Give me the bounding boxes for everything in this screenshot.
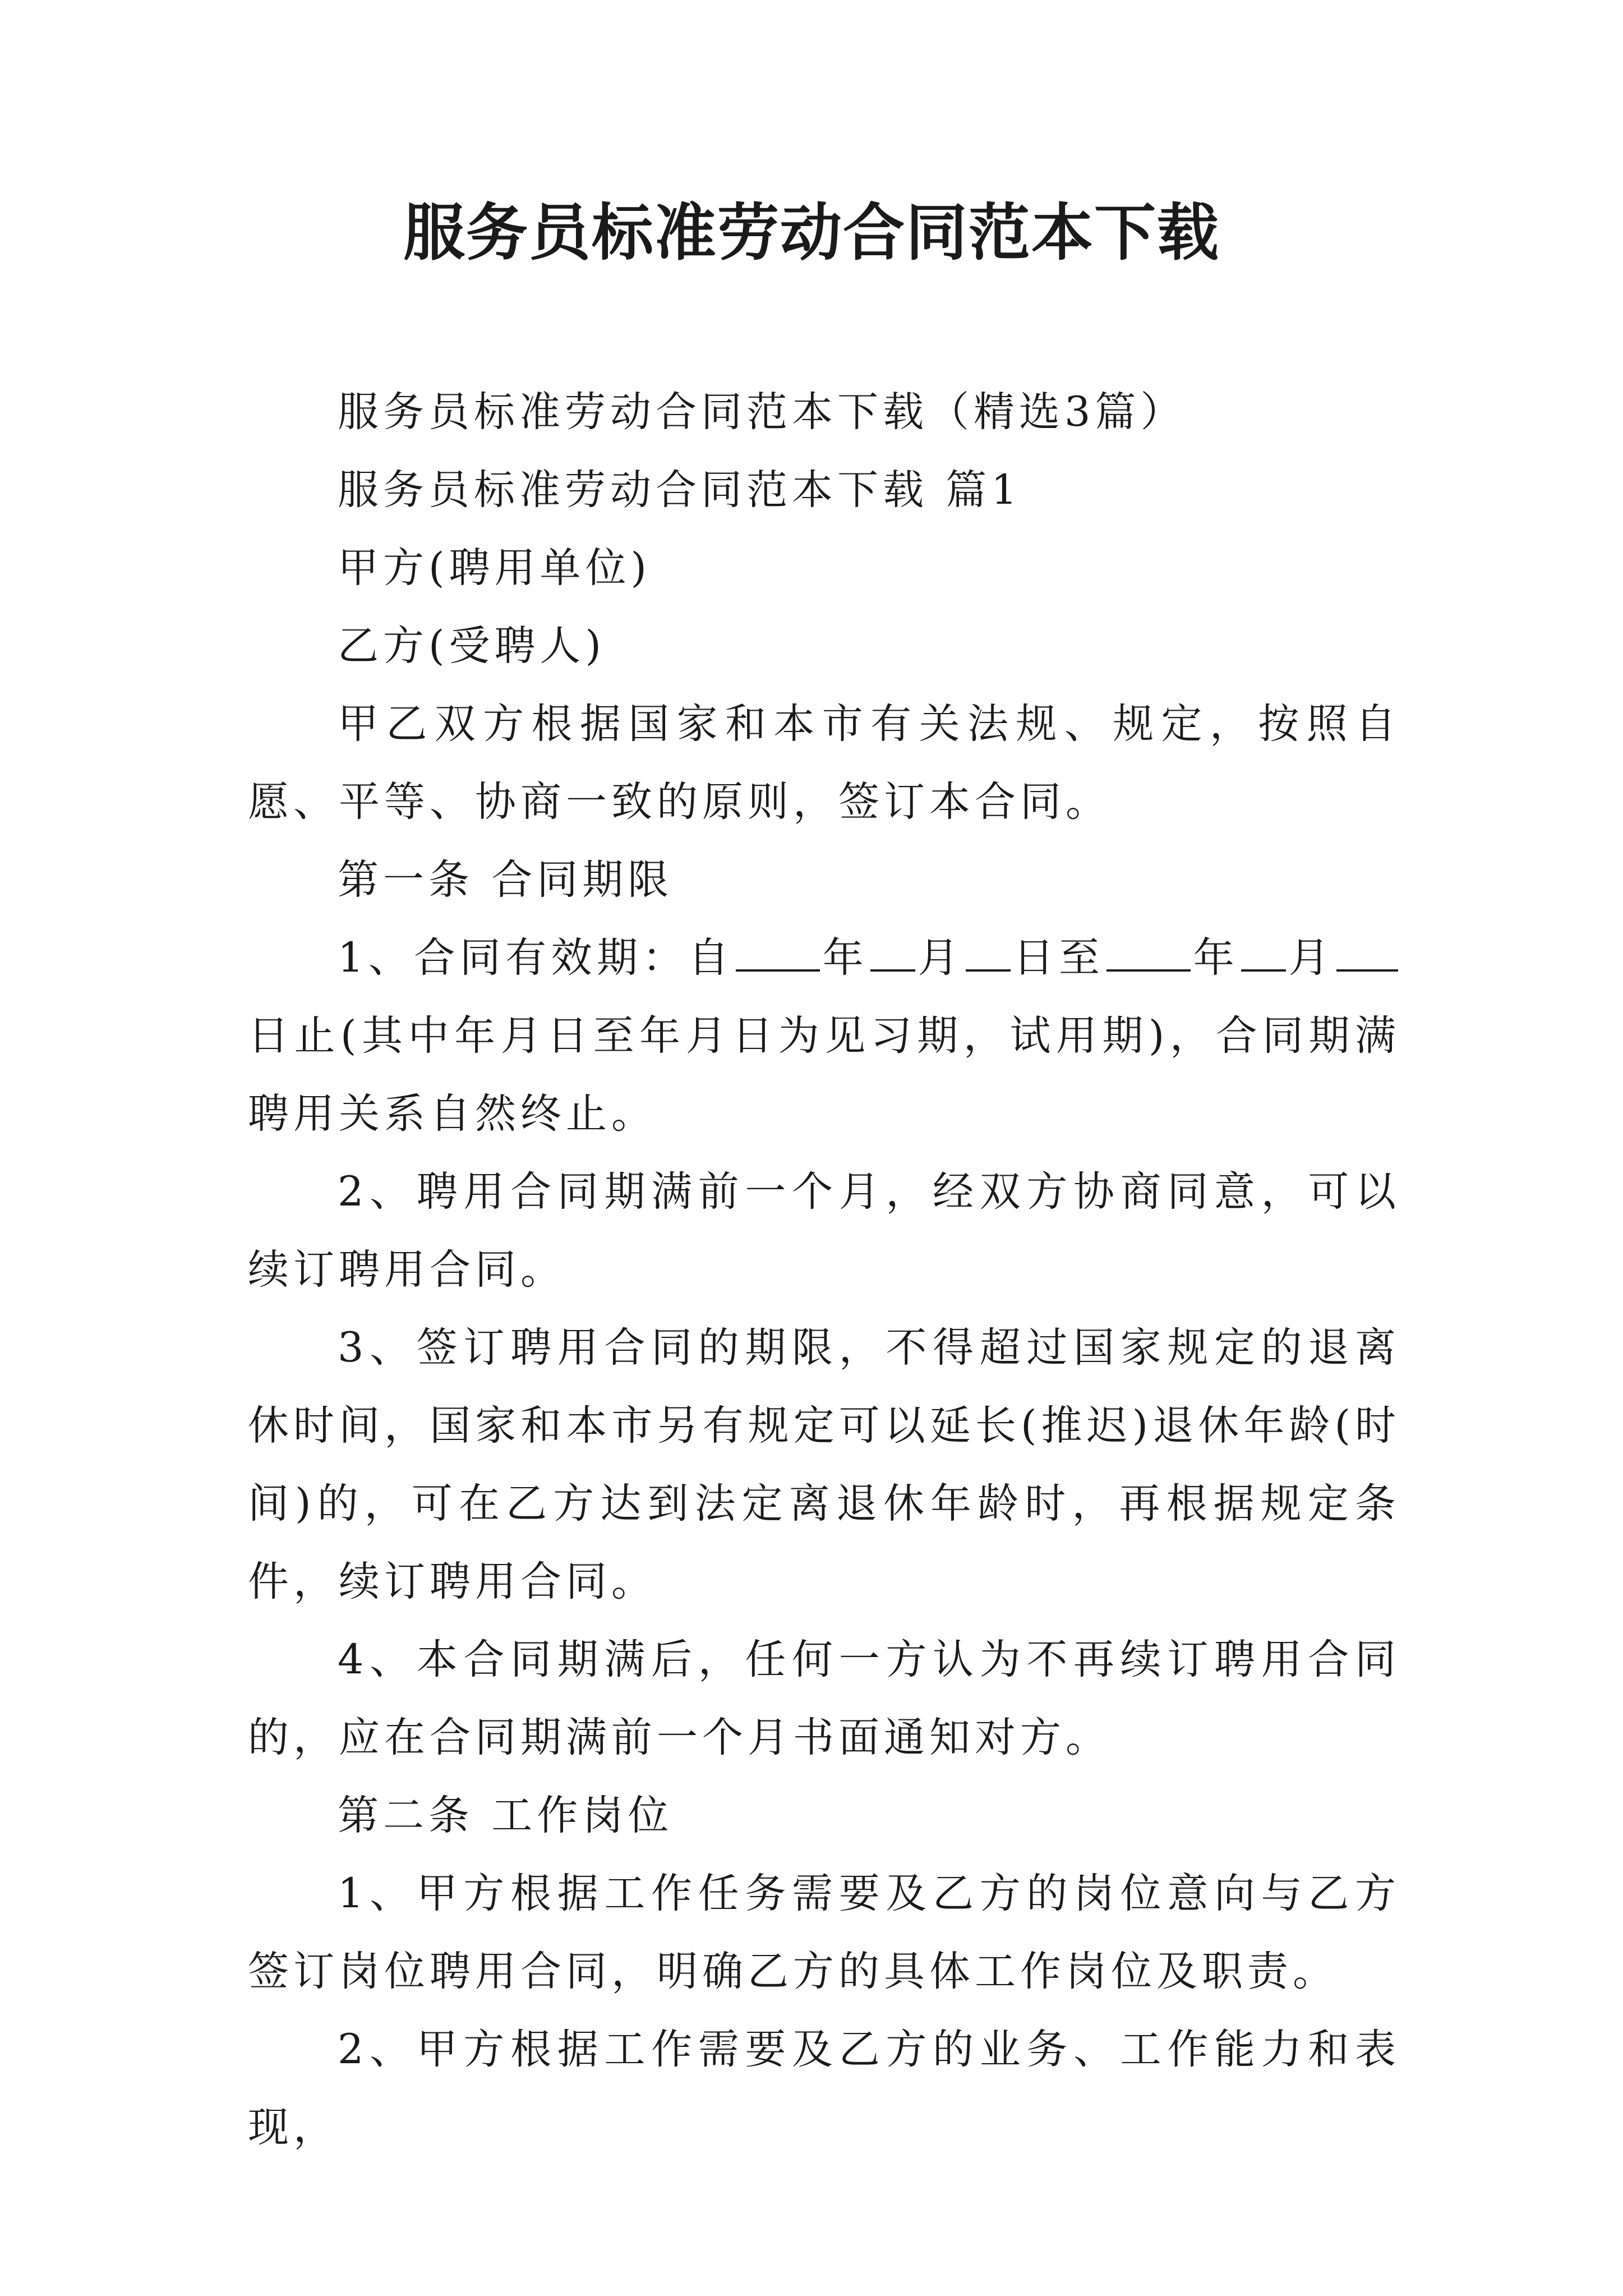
label-year: 年 (822, 934, 869, 982)
party-b: 乙方(受聘人) (338, 622, 606, 670)
blank-day2 (1336, 933, 1398, 972)
article2-item1: 1、甲方根据工作任务需要及乙方的岗位意向与乙方签订岗位聘用合同，明确乙方的具体工作岗位及职责。 (248, 1870, 1400, 1995)
blank-month (870, 933, 915, 972)
blank-month2 (1241, 933, 1286, 972)
blank-day (966, 933, 1011, 972)
section-heading: 服务员标准劳动合同范本下载 篇1 (338, 466, 1022, 514)
label-day-to: 日至 (1013, 934, 1105, 982)
item1-suffix: 日止(其中年月日至年月日为见习期，试用期)，合同期满聘用关系自然终止。 (248, 1012, 1400, 1138)
article1-item4: 4、本合同期满后，任何一方认为不再续订聘用合同的，应在合同期满前一个月书面通知对方。 (248, 1636, 1400, 1761)
article1-heading: 第一条 合同期限 (338, 856, 674, 904)
label-month2: 月 (1288, 934, 1335, 982)
article2-item2: 2、甲方根据工作需要及乙方的业务、工作能力和表现， (248, 2026, 1400, 2151)
document-body (248, 373, 1400, 2166)
blank-year2 (1106, 933, 1191, 972)
article1-item3: 3、签订聘用合同的期限，不得超过国家规定的退离休时间，国家和本市另有规定可以延长(推迟)退休年龄(时间)的，可在乙方达到法定离退休年龄时，再根据规定条件，续订聘用合同。 (248, 1324, 1400, 1605)
label-month: 月 (917, 934, 964, 982)
item1-prefix: 1、合同有效期：自 (338, 934, 734, 982)
subtitle: 服务员标准劳动合同范本下载（精选3篇） (338, 388, 1186, 436)
party-a: 甲方(聘用单位) (338, 544, 651, 592)
intro-paragraph: 甲乙双方根据国家和本市有关法规、规定，按照自愿、平等、协商一致的原则，签订本合同。 (248, 700, 1400, 826)
article1-item1 (248, 919, 1400, 1153)
article1-item2: 2、聘用合同期满前一个月，经双方协商同意，可以续订聘用合同。 (248, 1168, 1400, 1294)
blank-year (736, 933, 820, 972)
document-title: 服务员标准劳动合同范本下载 (403, 196, 1220, 269)
label-year2: 年 (1193, 934, 1239, 982)
article2-heading: 第二条 工作岗位 (338, 1792, 674, 1839)
